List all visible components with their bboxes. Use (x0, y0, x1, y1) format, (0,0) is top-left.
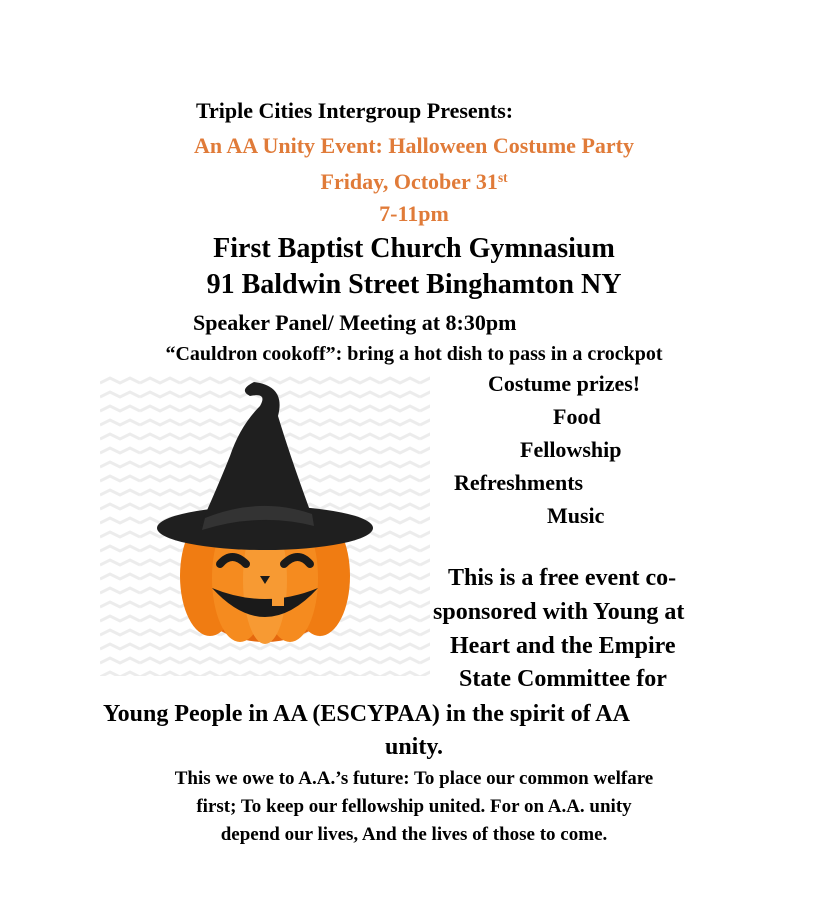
event-date (0, 171, 828, 193)
sponsor-line-6: unity. (384, 734, 444, 760)
closing-line-3: depend our lives, And the lives of those to come. (220, 824, 608, 845)
event-title: An AA Unity Event: Halloween Costume Party (194, 133, 634, 158)
highlight-refreshments: Refreshments (454, 470, 584, 495)
sponsor-line-2: sponsored with Young at (433, 599, 685, 625)
sponsor-line-4: State Committee for (459, 666, 667, 692)
sponsor-line-5: Young People in AA (ESCYPAA) in the spirit of AA (103, 701, 630, 727)
cookoff-line: “Cauldron cookoff”: bring a hot dish to pass in a crockpot (165, 343, 663, 365)
venue-name: First Baptist Church Gymnasium (213, 233, 615, 264)
presenter-line: Triple Cities Intergroup Presents: (196, 98, 514, 123)
pumpkin-witch-hat-icon (100, 376, 430, 676)
highlight-food: Food (553, 404, 601, 429)
event-time: 7-11pm (379, 201, 449, 226)
speaker-panel-line: Speaker Panel/ Meeting at 8:30pm (193, 310, 517, 335)
event-date-suffix: st (497, 169, 508, 185)
highlight-music: Music (547, 503, 605, 528)
sponsor-line-1: This is a free event co- (448, 565, 677, 591)
sponsor-line-3: Heart and the Empire (450, 633, 676, 659)
closing-line-1: This we owe to A.A.’s future: To place our common welfare (174, 768, 654, 789)
venue-address: 91 Baldwin Street Binghamton NY (206, 269, 622, 300)
highlight-fellowship: Fellowship (520, 437, 622, 462)
highlight-costume-prizes: Costume prizes! (488, 371, 641, 396)
event-date-main: Friday, October 31 (320, 169, 498, 194)
closing-line-2: first; To keep our fellowship united. For on A.A. unity (196, 796, 632, 817)
